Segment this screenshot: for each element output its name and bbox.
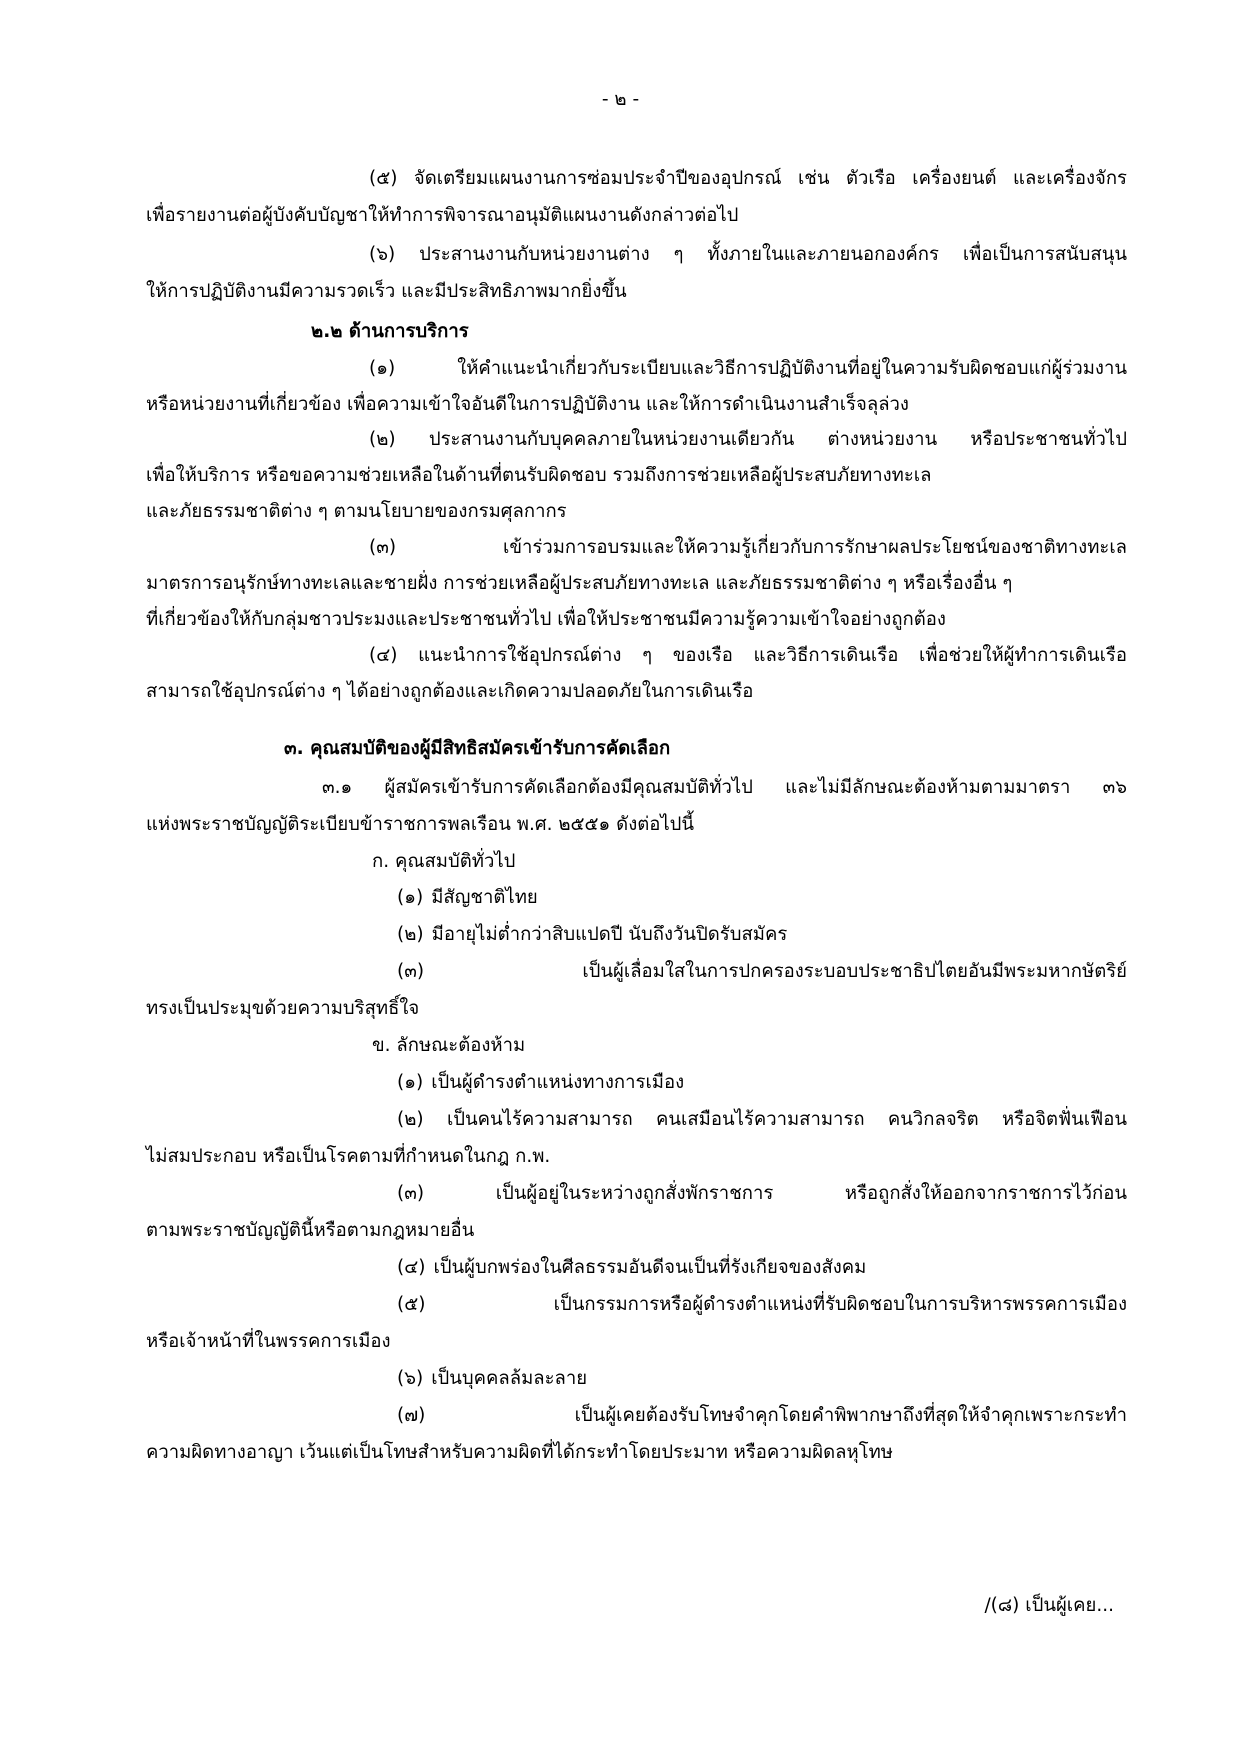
text-segment: เป็นผู้ดำรงตำแหน่งทางการเมือง [431, 1072, 685, 1093]
text-segment: คนวิกลจริต [887, 1109, 979, 1130]
list-item [397, 885, 538, 911]
list-item [397, 1070, 684, 1096]
item-number: (๓) [369, 537, 397, 558]
list-item-continuation: มาตรการอนุรักษ์ทางทะเลและชายฝั่ง การช่วยเหลือผู้ประสบภัยทางทะเล และภัยธรรมชาติต่าง ๆ หรือเรื่องอื่น ๆ [146, 573, 1013, 594]
list-item-continuation: ทรงเป็นประมุขด้วยความบริสุทธิ์ใจ [146, 998, 420, 1019]
text-segment: แนะนำการใช้อุปกรณ์ต่าง [418, 645, 622, 666]
list-item-first-line [369, 166, 1127, 192]
item-number: (๒) [397, 1109, 424, 1130]
item-number: (๕) [397, 1294, 426, 1315]
text-segment: หรือประชาชนทั่วไป [970, 429, 1127, 450]
list-item-continuation: เพื่อรายงานต่อผู้บังคับบัญชาให้ทำการพิจารณาอนุมัติแผนงานดังกล่าวต่อไป [146, 205, 739, 226]
list-item-continuation: ไม่สมประกอบ หรือเป็นโรคตามที่กำหนดในกฎ ก.พ. [146, 1146, 551, 1167]
list-item-continuation: ที่เกี่ยวข้องให้กับกลุ่มชาวประมงและประชาชนทั่วไป เพื่อให้ประชาชนมีความรู้ความเข้าใจอย่างถูกต้อง [146, 609, 946, 630]
text-segment: หรือจิตฟั่นเฟือน [1001, 1109, 1127, 1130]
sub-heading: ข. ลักษณะต้องห้าม [372, 1035, 526, 1056]
list-item-continuation: ตามพระราชบัญญัตินี้หรือตามกฎหมายอื่น [146, 1220, 475, 1241]
text-segment: เป็นกรรมการหรือผู้ดำรงตำแหน่งที่รับผิดชอบในการบริหารพรรคการเมือง [553, 1294, 1127, 1315]
text-segment: ตัวเรือ [845, 168, 896, 189]
item-number: (๓) [397, 1183, 425, 1204]
text-segment: เป็นผู้เคยต้องรับโทษจำคุกโดยคำพิพากษาถึงที่สุดให้จำคุกเพราะกระทำ [574, 1405, 1127, 1426]
text-segment: หรือถูกสั่งให้ออกจากราชการไว้ก่อน [844, 1183, 1127, 1204]
text-segment: จัดเตรียมแผนงานการซ่อมประจำปีของอุปกรณ์ [413, 168, 782, 189]
text-segment: ๆ [642, 645, 652, 666]
text-segment: และเครื่องจักร [1013, 168, 1127, 189]
text-segment: และไม่มีลักษณะต้องห้ามตามมาตรา [785, 777, 1071, 798]
list-item [397, 1255, 866, 1281]
text-segment: เข้าร่วมการอบรมและให้ความรู้เกี่ยวกับการรักษาผลประโยชน์ของชาติทางทะเล [503, 537, 1127, 558]
list-item-continuation: ให้การปฏิบัติงานมีความรวดเร็ว และมีประสิทธิภาพมากยิ่งขึ้น [146, 281, 627, 302]
text-segment: ของเรือ [672, 645, 733, 666]
list-item-first-line [369, 427, 1127, 453]
continuation-marker: /(๘) เป็นผู้เคย... [984, 1595, 1114, 1616]
text-segment: เป็นผู้เลื่อมใสในการปกครองระบอบประชาธิปไตยอันมีพระมหากษัตริย์ [582, 961, 1127, 982]
text-segment: เป็นผู้อยู่ในระหว่างถูกสั่งพักราชการ [495, 1183, 774, 1204]
item-number: (๖) [397, 1368, 424, 1389]
item-number: (๓) [397, 961, 425, 982]
text-segment: ๆ [673, 244, 684, 265]
item-number: (๒) [397, 924, 424, 945]
list-item-continuation: และภัยธรรมชาติต่าง ๆ ตามนโยบายของกรมศุลกากร [146, 501, 567, 522]
paragraph-continuation: แห่งพระราชบัญญัติระเบียบข้าราชการพลเรือน พ.ศ. ๒๕๕๑ ดังต่อไปนี้ [146, 814, 695, 835]
list-item-first-line [369, 242, 1127, 268]
text-segment: คนเสมือนไร้ความสามารถ [656, 1109, 865, 1130]
text-segment: ต่างหน่วยงาน [827, 429, 938, 450]
text-segment: ๓.๑ [322, 777, 353, 798]
list-item-continuation: หรือหน่วยงานที่เกี่ยวข้อง เพื่อความเข้าใจอันดีในการปฏิบัติงาน และให้การดำเนินงานสำเร็จลุล่วง [146, 394, 909, 415]
list-item-continuation: สามารถใช้อุปกรณ์ต่าง ๆ ได้อย่างถูกต้องและเกิดความปลอดภัยในการเดินเรือ [146, 681, 754, 702]
section-heading: ๓. คุณสมบัติของผู้มีสิทธิสมัครเข้ารับการคัดเลือก [284, 738, 671, 759]
text-segment: เป็นผู้บกพร่องในศีลธรรมอันดีจนเป็นที่รังเกียจของสังคม [433, 1257, 867, 1278]
text-segment: เพื่อเป็นการสนับสนุน [962, 244, 1127, 265]
item-number: (๖) [369, 244, 396, 265]
list-item [397, 922, 787, 948]
text-segment: เครื่องยนต์ [912, 168, 997, 189]
paragraph-first-line [322, 775, 1127, 801]
item-number: (๕) [369, 168, 398, 189]
item-number: (๑) [397, 1072, 424, 1093]
list-item [397, 1107, 1127, 1133]
text-segment: เป็นคนไร้ความสามารถ [446, 1109, 633, 1130]
item-number: (๔) [397, 1257, 426, 1278]
item-number: (๑) [369, 358, 396, 379]
text-segment: ผู้สมัครเข้ารับการคัดเลือกต้องมีคุณสมบัติทั่วไป [384, 777, 753, 798]
section-heading: ๒.๒ ด้านการบริการ [311, 321, 469, 342]
text-segment: และวิธีการเดินเรือ [753, 645, 899, 666]
list-item-first-line [369, 356, 1127, 382]
item-number: (๑) [397, 887, 424, 908]
text-segment: ทั้งภายในและภายนอกองค์กร [707, 244, 939, 265]
list-item-first-line [369, 643, 1127, 669]
item-number: (๒) [369, 429, 396, 450]
list-item-continuation: หรือเจ้าหน้าที่ในพรรคการเมือง [146, 1331, 391, 1352]
list-item-continuation: เพื่อให้บริการ หรือขอความช่วยเหลือในด้านที่ตนรับผิดชอบ รวมถึงการช่วยเหลือผู้ประสบภัยทางทะเล [146, 465, 932, 486]
text-segment: เช่น [797, 168, 830, 189]
list-item [397, 959, 1127, 985]
text-segment: มีสัญชาติไทย [431, 887, 538, 908]
text-segment: ประสานงานกับหน่วยงานต่าง [419, 244, 650, 265]
list-item [397, 1181, 1127, 1207]
page-number: - ๒ - [601, 89, 640, 110]
list-item-continuation: ความผิดทางอาญา เว้นแต่เป็นโทษสำหรับความผิดที่ได้กระทำโดยประมาท หรือความผิดลหุโทษ [146, 1442, 893, 1463]
item-number: (๗) [397, 1405, 426, 1426]
list-item [397, 1366, 587, 1392]
text-segment: ประสานงานกับบุคคลภายในหน่วยงานเดียวกัน [428, 429, 795, 450]
text-segment: มีอายุไม่ต่ำกว่าสิบแปดปี นับถึงวันปิดรับสมัคร [431, 924, 788, 945]
sub-heading: ก. คุณสมบัติทั่วไป [372, 851, 516, 872]
text-segment: ๓๖ [1102, 777, 1127, 798]
text-segment: เพื่อช่วยให้ผู้ทำการเดินเรือ [919, 645, 1127, 666]
list-item [397, 1403, 1127, 1429]
text-segment: ให้คำแนะนำเกี่ยวกับระเบียบและวิธีการปฏิบัติงานที่อยู่ในความรับผิดชอบแก่ผู้ร่วมงาน [457, 358, 1127, 379]
list-item [397, 1292, 1127, 1318]
list-item-first-line [369, 535, 1127, 561]
item-number: (๔) [369, 645, 398, 666]
text-segment: เป็นบุคคลล้มละลาย [431, 1368, 588, 1389]
